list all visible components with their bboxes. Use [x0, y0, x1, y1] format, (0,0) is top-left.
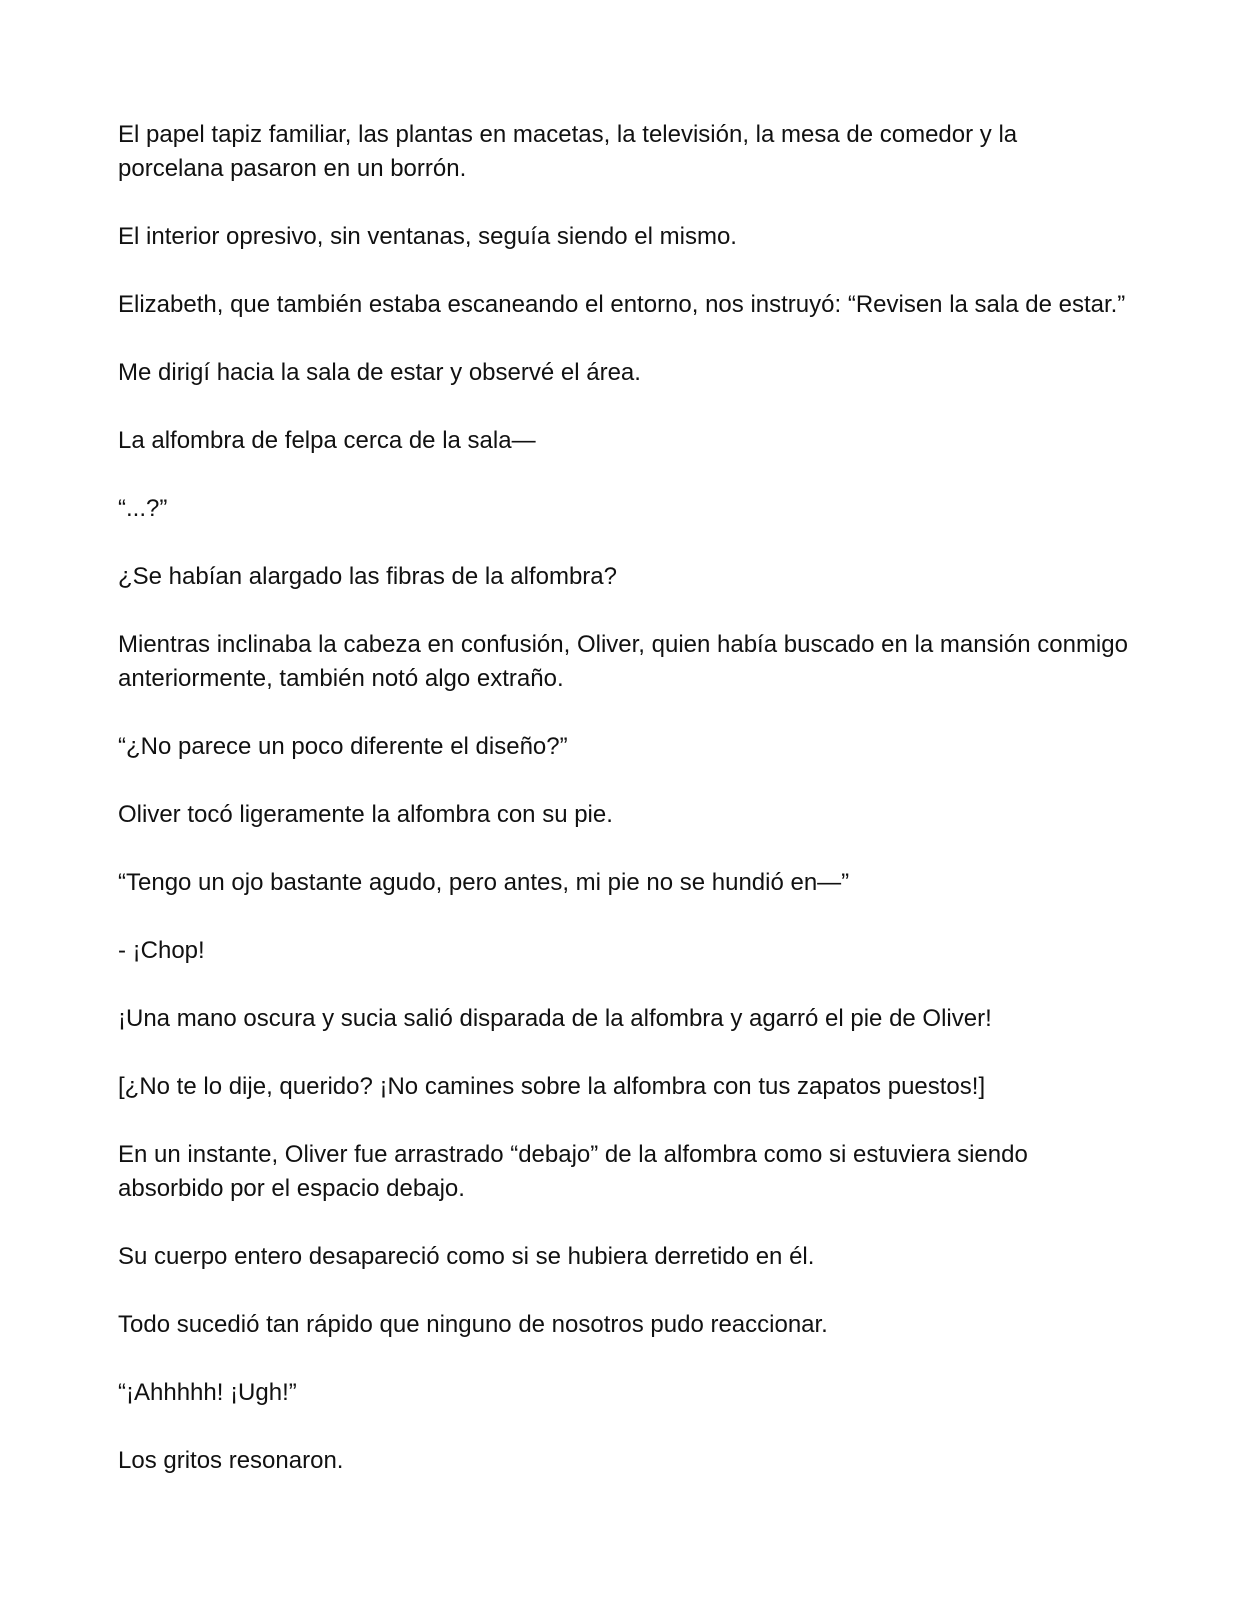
paragraph: En un instante, Oliver fue arrastrado “debajo” de la alfombra como si estuviera siendo absorbido por el espacio debajo.: [118, 1141, 1028, 1202]
paragraph: [¿No te lo dije, querido? ¡No camines sobre la alfombra con tus zapatos puestos!]: [118, 1073, 986, 1100]
paragraph: “¡Ahhhhh! ¡Ugh!”: [118, 1379, 297, 1406]
paragraph: “...?”: [118, 495, 168, 522]
paragraph: - ¡Chop!: [118, 937, 205, 964]
paragraph: Su cuerpo entero desapareció como si se hubiera derretido en él.: [118, 1243, 815, 1270]
paragraph: Elizabeth, que también estaba escaneando el entorno, nos instruyó: “Revisen la sala de estar.”: [118, 291, 1126, 318]
paragraph: Me dirigí hacia la sala de estar y observé el área.: [118, 359, 641, 386]
paragraph: Todo sucedió tan rápido que ninguno de nosotros pudo reaccionar.: [118, 1311, 828, 1338]
document-body: [118, 118, 1128, 1512]
paragraph: ¡Una mano oscura y sucia salió disparada de la alfombra y agarró el pie de Oliver!: [118, 1005, 992, 1032]
paragraph: Los gritos resonaron.: [118, 1447, 344, 1474]
paragraph: El papel tapiz familiar, las plantas en macetas, la televisión, la mesa de comedor y la porcelana pasaron en un borrón.: [118, 121, 1018, 182]
paragraph: Mientras inclinaba la cabeza en confusión, Oliver, quien había buscado en la mansión conmigo anteriormente, también notó algo extraño.: [118, 631, 1128, 692]
paragraph: ¿Se habían alargado las fibras de la alfombra?: [118, 563, 617, 590]
paragraph: “¿No parece un poco diferente el diseño?”: [118, 733, 568, 760]
paragraph: Oliver tocó ligeramente la alfombra con su pie.: [118, 801, 613, 828]
paragraph: “Tengo un ojo bastante agudo, pero antes, mi pie no se hundió en—”: [118, 869, 850, 896]
paragraph: La alfombra de felpa cerca de la sala—: [118, 427, 536, 454]
paragraph: El interior opresivo, sin ventanas, seguía siendo el mismo.: [118, 223, 737, 250]
